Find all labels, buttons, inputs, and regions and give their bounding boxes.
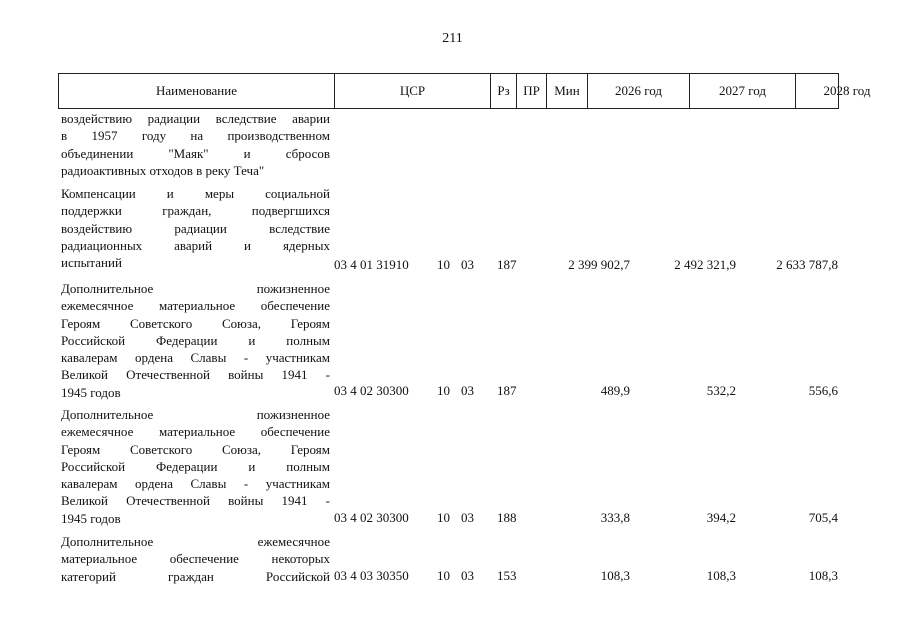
row-name (61, 110, 330, 179)
row-value-2026: 489,9 (600, 383, 630, 398)
row-csr: 03 4 02 30300 (334, 383, 409, 398)
row-csr: 03 4 02 30300 (334, 510, 409, 525)
row-value-2027: 394,2 (706, 510, 736, 525)
row-pr: 03 (461, 383, 474, 398)
row-name-line: Российской Федерации и полным (61, 458, 330, 474)
header-year-2028: 2028 год (823, 83, 871, 98)
row-min: 153 (497, 568, 517, 583)
row-name-line: категорий граждан Российской (61, 568, 330, 584)
row-name (61, 280, 330, 401)
header-name: Наименование (59, 74, 335, 108)
row-value-2028: 556,6 (808, 383, 838, 398)
row-value-2026: 2 399 902,7 (568, 257, 630, 272)
row-pr: 03 (461, 568, 474, 583)
row-name (61, 406, 330, 527)
row-name-line: Героям Советского Союза, Героям (61, 315, 330, 331)
row-rz: 10 (437, 257, 450, 272)
row-name (61, 533, 330, 585)
header-csr: ЦСР (335, 74, 491, 108)
row-name-line: ежемесячное материальное обеспечение (61, 424, 330, 440)
row-name (61, 185, 330, 271)
row-name-line: кавалерам ордена Славы - участникам (61, 476, 330, 492)
row-value-2028: 705,4 (808, 510, 838, 525)
row-rz: 10 (437, 383, 450, 398)
row-name-line: радиоактивных отходов в реку Теча" (61, 162, 265, 178)
row-name-line: поддержки граждан, подвергшихся (61, 203, 330, 219)
row-name-line: воздействию радиации вследствие аварии (61, 111, 330, 126)
row-name-line: Великой Отечественной войны 1941 - (61, 493, 330, 509)
row-name-line: Дополнительное ежемесячное (61, 534, 330, 549)
row-name-line: 1945 годов (61, 510, 121, 526)
row-name-line: кавалерам ордена Славы - участникам (61, 350, 330, 366)
row-value-2026: 108,3 (600, 568, 630, 583)
row-name-line: Дополнительное пожизненное (61, 407, 330, 422)
header-rz: Рз (491, 74, 517, 108)
row-min: 187 (497, 383, 517, 398)
row-value-2027: 532,2 (706, 383, 736, 398)
row-pr: 03 (461, 257, 474, 272)
row-rz: 10 (437, 568, 450, 583)
row-name-line: Российской Федерации и полным (61, 332, 330, 348)
row-value-2026: 333,8 (600, 510, 630, 525)
row-name-line: ежемесячное материальное обеспечение (61, 298, 330, 314)
header-min: Мин (547, 74, 588, 108)
row-name-line: Великой Отечественной войны 1941 - (61, 367, 330, 383)
row-pr: 03 (461, 510, 474, 525)
row-value-2028: 108,3 (808, 568, 838, 583)
row-name-line: испытаний (61, 255, 122, 271)
row-name-line: Дополнительное пожизненное (61, 281, 330, 296)
row-name-line: 1945 годов (61, 384, 121, 400)
row-name-line: Компенсации и меры социальной (61, 186, 330, 201)
row-name-line: Героям Советского Союза, Героям (61, 441, 330, 457)
row-csr: 03 4 03 30350 (334, 568, 409, 583)
page-number: 211 (442, 31, 463, 46)
row-min: 188 (497, 510, 517, 525)
row-value-2027: 108,3 (706, 568, 736, 583)
table-header (58, 73, 871, 109)
row-csr: 03 4 01 31910 (334, 257, 409, 272)
row-name-line: объединении "Маяк" и сбросов (61, 145, 330, 161)
header-pr: ПР (517, 74, 547, 108)
row-value-2028: 2 633 787,8 (776, 257, 838, 272)
row-name-line: воздействию радиации вследствие (61, 220, 330, 236)
row-min: 187 (497, 257, 517, 272)
row-name-line: в 1957 году на производственном (61, 128, 330, 144)
row-rz: 10 (437, 510, 450, 525)
header-year-2026: 2026 год (588, 74, 690, 108)
row-value-2027: 2 492 321,9 (674, 257, 736, 272)
row-name-line: радиационных аварий и ядерных (61, 237, 330, 253)
row-name-line: материальное обеспечение некоторых (61, 551, 330, 567)
header-year-2027: 2027 год (690, 74, 796, 108)
